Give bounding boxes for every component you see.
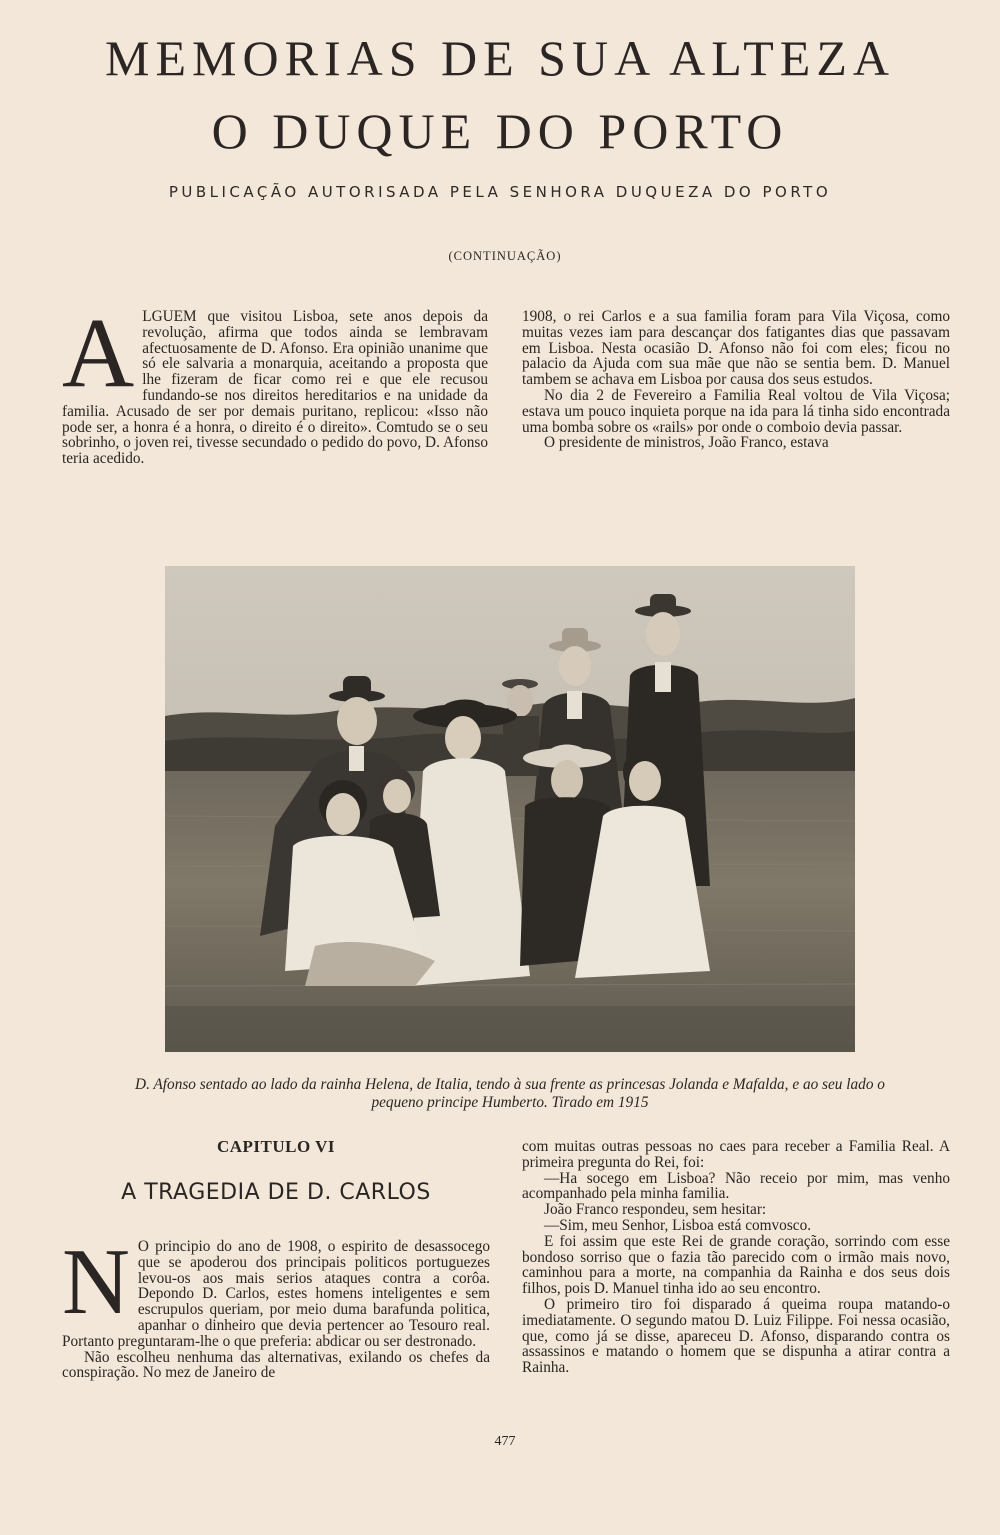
- chapter-number: CAPITULO VI: [216, 1137, 336, 1156]
- paragraph: 1908, o rei Carlos e a sua familia foram para Vila Viçosa, como muitas vezes iam para descançar dos fatigantes dias que passavam em Lisboa. Nesta ocasião D. Afonso não foi com eles; ficou no palacio da Ajuda com sua mãe que não se sentia bem. D. Manuel tambem se achava em Lisboa por causa dos seus estudos.: [522, 308, 950, 389]
- page-number: 477: [494, 1434, 516, 1449]
- subtitle: PUBLICAÇÃO AUTORISADA PELA SENHORA DUQUEZA DO PORTO: [168, 183, 832, 201]
- column-intro-left: [62, 297, 488, 468]
- dropcap-a: A: [62, 297, 135, 408]
- column-chapter-left: [62, 1230, 490, 1382]
- paragraph: O presidente de ministros, João Franco, estava: [544, 434, 829, 452]
- paragraph: João Franco respondeu, sem hesitar:: [544, 1201, 767, 1219]
- paragraph: O principio do ano de 1908, o espirito de desassocego que se apoderou dos principais politicos portuguezes levou-os aos mais serios ataques contra a corôa. Depondo D. Carlos, estes homens inteligentes e sem escrupulos queriam, por meio duma barafunda politica, apanhar o dinheiro que devia pertencer ao Tesouro real. Portanto preguntaram-lhe o que preferia: abdicar ou ser destronado.: [62, 1238, 490, 1350]
- dropcap-n: N: [62, 1230, 130, 1334]
- title-line-2: O DUQUE DO PORTO: [211, 103, 789, 159]
- dialogue-line: —Ha socego em Lisboa? Não receio por mim, mas venho acompanhado pela minha familia.: [522, 1169, 950, 1203]
- dialogue-line: —Sim, meu Senhor, Lisboa está comvosco.: [544, 1216, 812, 1234]
- paragraph: No dia 2 de Fevereiro a Familia Real voltou de Vila Viçosa; estava um pouco inquieta porque na ida para lá tinha sido encontrada uma bomba sobre os «rails» por onde o comboio devia passar.: [522, 386, 950, 436]
- photo-caption: D. Afonso sentado ao lado da rainha Helena, de Italia, tendo à sua frente as princesas Jolanda e Mafalda, e ao seu lado o pequeno principe Humberto. Tirado em 1915: [135, 1076, 885, 1111]
- paragraph: O primeiro tiro foi disparado á queima roupa matando-o imediatamente. O segundo matou D. Luiz Filippe. Foi nessa ocasião, que, como já se disse, apareceu D. Afonso, disparando contra os assassinos e matando o homem que se dispunha a atirar contra a Rainha.: [522, 1295, 950, 1377]
- group-photograph: [165, 566, 855, 1052]
- chapter-title: A TRAGEDIA DE D. CARLOS: [121, 1180, 431, 1205]
- continuation-label: (CONTINUAÇÃO): [448, 249, 562, 263]
- paragraph: E foi assim que este Rei de grande coração, sorrindo com esse bondoso sorriso que o fazia tão parecido com o irmão mais novo, caminhou para a morte, na companhia da Rainha e dos seus dois filhos, pois D. Manuel tinha ido ao seu encontro.: [522, 1232, 950, 1298]
- column-intro-right: [522, 309, 950, 451]
- paragraph: com muitas outras pessoas no caes para receber a Familia Real. A primeira pregunta do Rei, foi:: [522, 1138, 950, 1171]
- column-chapter-right: [522, 1139, 950, 1376]
- paragraph: Não escolheu nenhuma das alternativas, exilando os chefes da conspiração. No mez de Janeiro de: [62, 1348, 490, 1382]
- title-line-1: MEMORIAS DE SUA ALTEZA: [105, 30, 895, 86]
- paragraph: LGUEM que visitou Lisboa, sete anos depois da revolução, afirma que todos ainda se lembravam afectuosamente de D. Afonso. Era opinião unanime que só ele salvaria a monarquia, aceitando a proposta que lhe fizeram de ficar como rei e que ele recusou fundando-se nos direitos hereditarios e na unidade da familia. Acusado de ser por demais puritano, replicou: «Isso não pode ser, a honra é a honra, o direito é o direito». Comtudo se o seu sobrinho, o joven rei, tivesse secundado o pedido do povo, D. Afonso teria acedido.: [62, 308, 488, 468]
